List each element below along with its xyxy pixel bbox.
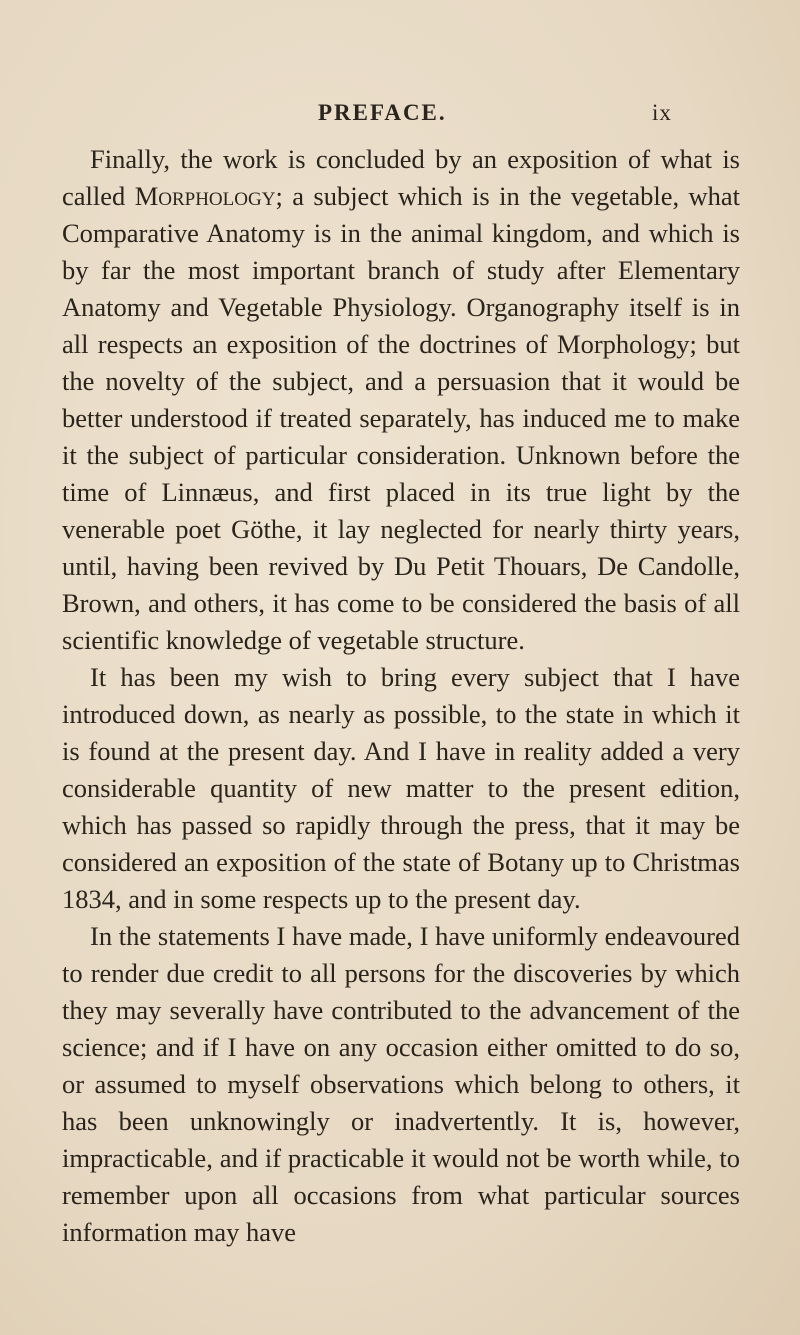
running-head-title: PREFACE. — [318, 100, 447, 125]
paragraph-1-text: Finally, the work is concluded by an exposition of what is called — [62, 144, 740, 211]
paragraph-present-edition: It has been my wish to bring every subject that I have introduced down, as nearly as possible, to the state in which it is found at the present day. And I have in reality added a very considerable quantity of new matter to the present edition, which has passed so rapidly through the press, that it may be considered an exposition of the state of Botany up to Christmas 1834, and in some respects up to the present day. — [62, 662, 740, 914]
paragraph-morphology — [62, 141, 740, 659]
paragraph-1-continuation: ; a subject which is in the vegetable, what Comparative Anatomy is in the animal kingdom, and which is by far the most important branch of study after Elementary Anatomy and Vegetable Physiology. Organography itself is in all respects an exposition of the doctrines of Morphology; but the novelty of the subject, and a persuasion that it would be better understood if treated separately, has induced me to make it the subject of particular consideration. Unknown before the time of Linnæus, and first placed in its true light by the venerable poet Göthe, it lay neglected for nearly thirty years, until, having been revived by Du Petit Thouars, De Candolle, Brown, and others, it has come to be considered the basis of all scientific knowledge of vegetable structure. — [62, 181, 740, 655]
paragraph-credit: In the statements I have made, I have uniformly endeavoured to render due credit to all persons for the discoveries by which they may severally have contributed to the advancement of the science; and if I have on any occasion either omitted to do so, or assumed to myself observations which belong to others, it has been unknowingly or inadvertently. It is, however, impracticable, and if practicable it would not be worth while, to remember upon all occasions from what particular sources information may have — [62, 921, 740, 1247]
body-text — [62, 141, 740, 1251]
running-head — [0, 100, 800, 132]
morphology-term: Morphology — [134, 181, 276, 211]
page-number: ix — [652, 100, 672, 125]
